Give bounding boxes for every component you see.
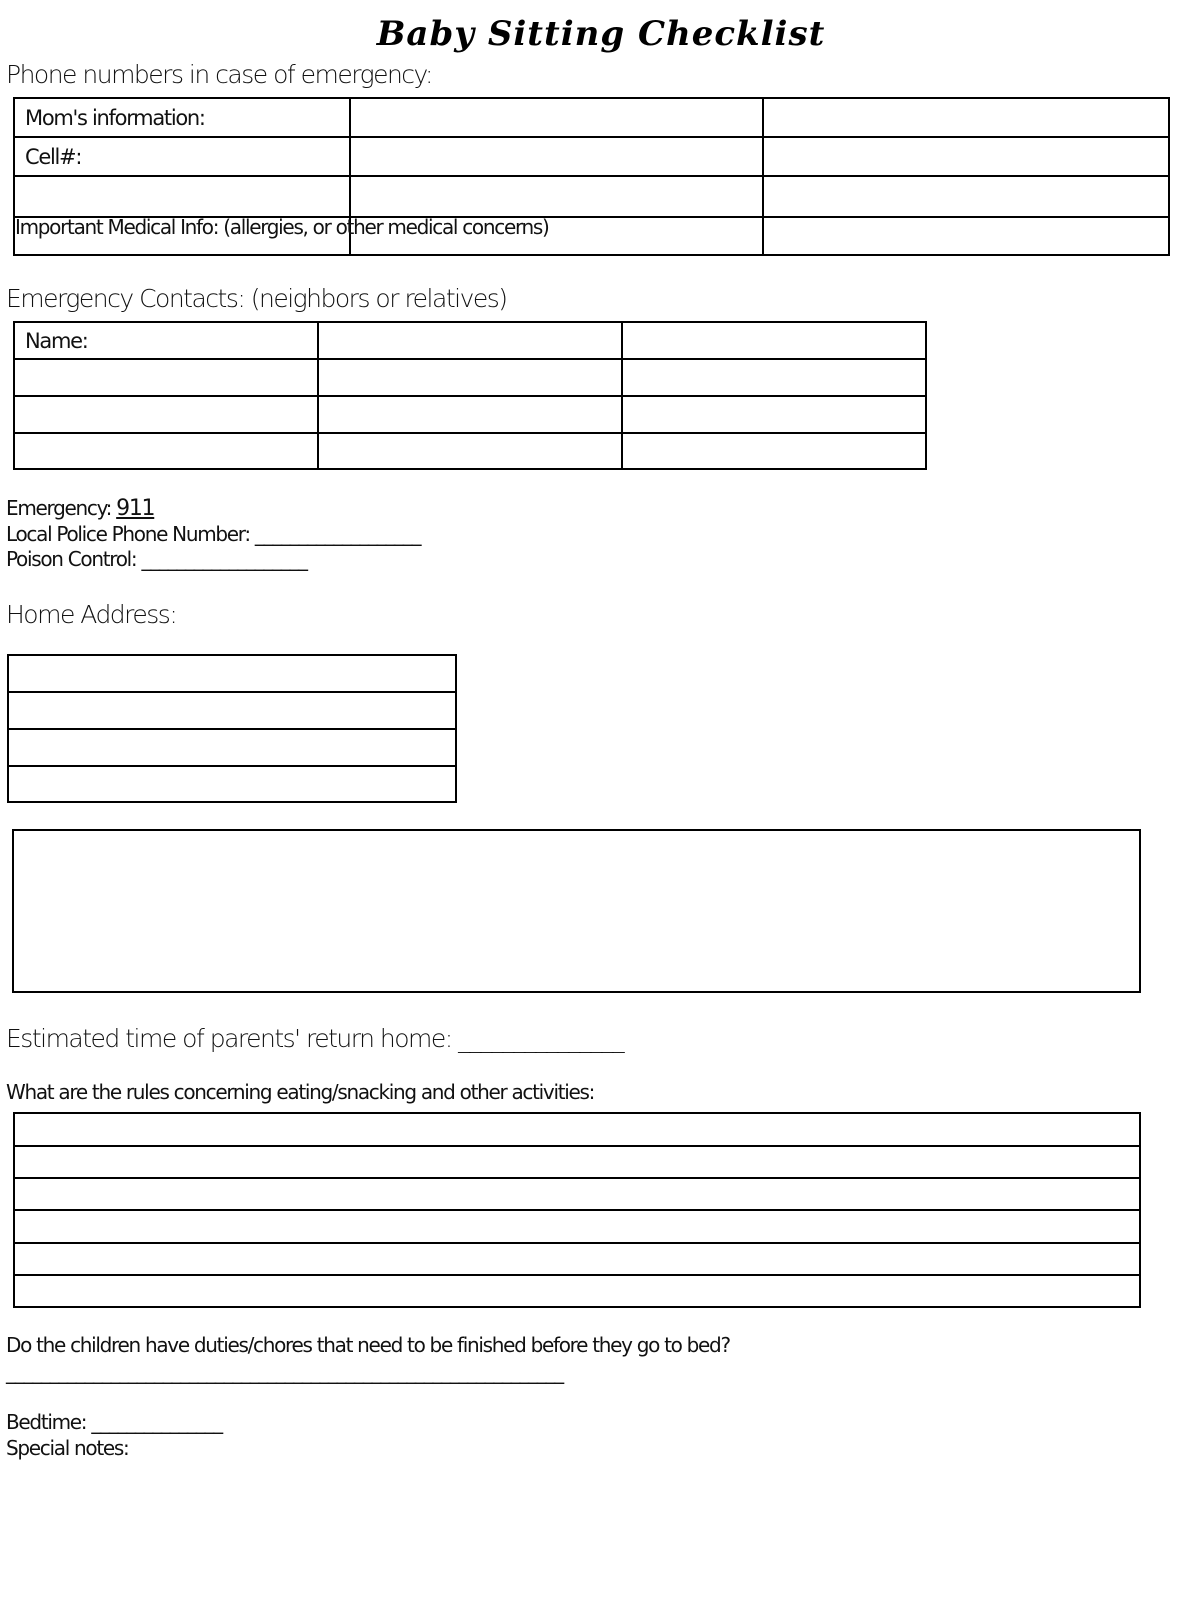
rules-line[interactable] (14, 1146, 1140, 1178)
phone-cell[interactable] (14, 176, 350, 217)
bedtime-label: Bedtime: (6, 1410, 87, 1434)
contact-cell[interactable] (318, 322, 622, 359)
phone-cell[interactable] (350, 176, 763, 217)
home-address-table (7, 654, 457, 803)
contact-cell[interactable] (622, 433, 926, 469)
chores-question: Do the children have duties/chores that need to be finished before they go to bed? (6, 1333, 730, 1357)
address-line[interactable] (8, 766, 456, 802)
phone-section-heading: Phone numbers in case of emergency: (6, 60, 432, 89)
emergency-number: 911 (116, 496, 155, 521)
address-line[interactable] (8, 729, 456, 766)
phone-cell[interactable] (763, 98, 1169, 137)
phone-cell[interactable] (350, 137, 763, 176)
rules-line[interactable] (14, 1275, 1140, 1307)
contact-cell[interactable] (318, 359, 622, 396)
police-number-line (6, 522, 420, 546)
phone-cell-cell-label[interactable]: Cell#: (14, 137, 350, 176)
contact-cell[interactable] (622, 322, 926, 359)
contact-cell[interactable] (14, 396, 318, 433)
emergency-label: Emergency: (6, 496, 112, 520)
contact-cell[interactable] (318, 396, 622, 433)
emergency-contacts-table (13, 321, 927, 470)
phone-cell[interactable] (763, 137, 1169, 176)
contact-cell[interactable] (14, 433, 318, 469)
home-address-heading: Home Address: (6, 600, 177, 629)
rules-question: What are the rules concerning eating/snacking and other activities: (6, 1080, 595, 1104)
rules-line[interactable] (14, 1178, 1140, 1210)
bedtime-line (6, 1410, 222, 1434)
phone-cell[interactable] (350, 98, 763, 137)
chores-blank[interactable]: ________________________________________________________________ (6, 1360, 563, 1384)
contact-cell[interactable] (318, 433, 622, 469)
return-time-blank[interactable]: _______________ (458, 1024, 624, 1053)
emergency-number-line (6, 496, 154, 521)
poison-control-line (6, 547, 307, 571)
police-blank[interactable]: ___________________ (254, 522, 421, 546)
emergency-contacts-heading: Emergency Contacts: (neighbors or relatives) (6, 284, 507, 313)
page-title: Baby Sitting Checklist (376, 14, 826, 54)
poison-label: Poison Control: (6, 547, 137, 571)
bedtime-blank[interactable]: _______________ (91, 1410, 222, 1434)
return-time-label: Estimated time of parents' return home: (6, 1024, 452, 1053)
notes-box[interactable] (12, 829, 1141, 993)
contact-cell[interactable] (622, 359, 926, 396)
police-label: Local Police Phone Number: (6, 522, 250, 546)
rules-line[interactable] (14, 1243, 1140, 1275)
contact-cell[interactable] (14, 359, 318, 396)
special-notes-label: Special notes: (6, 1436, 129, 1460)
phone-cell[interactable] (763, 176, 1169, 217)
rules-line[interactable] (14, 1210, 1140, 1243)
contact-name-cell[interactable]: Name: (14, 322, 318, 359)
address-line[interactable] (8, 692, 456, 729)
poison-blank[interactable]: ___________________ (141, 547, 307, 571)
rules-table (13, 1112, 1141, 1308)
phone-cell[interactable] (763, 217, 1169, 255)
phone-cell-mom-label[interactable]: Mom's information: (14, 98, 350, 137)
address-line[interactable] (8, 655, 456, 692)
return-time-line (6, 1024, 623, 1053)
contact-cell[interactable] (622, 396, 926, 433)
medical-info-label: Important Medical Info: (allergies, or other medical concerns) (15, 215, 549, 239)
rules-line[interactable] (14, 1113, 1140, 1146)
